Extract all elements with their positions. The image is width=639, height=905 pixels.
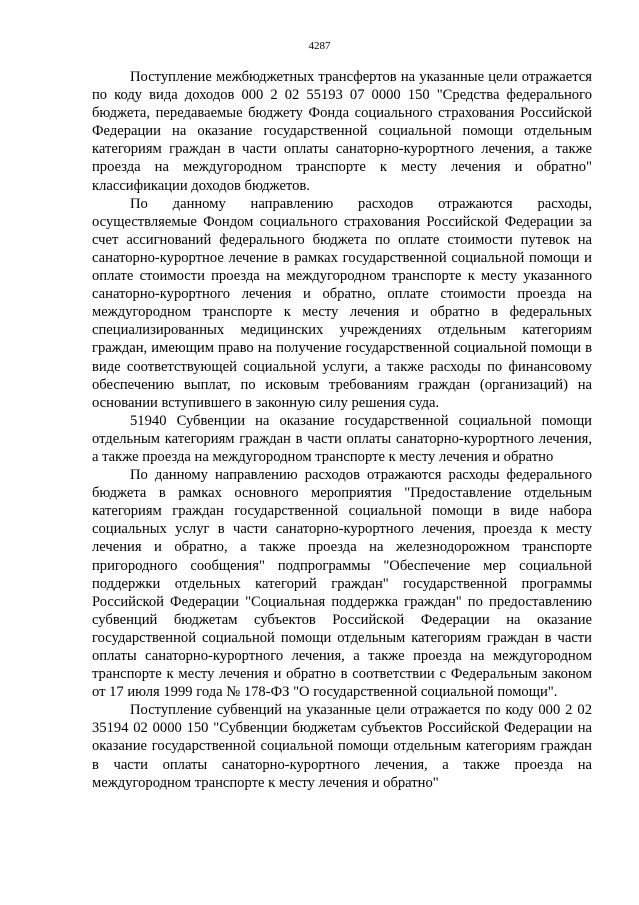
paragraph-transfers-revenue-code: Поступление межбюджетных трансфертов на указанные цели отражается по коду вида доходов 000 2 02 55193 07 0000 150 "Средства федерального бюджета, передаваемые бюджету Фонда социального страхования Российской Федерации на оказание государственной социальной помощи отдельным категориям граждан в части оплаты санаторно-курортного лечения, а также проезда на междугородном транспорте к месту лечения и обратно" классификации доходов бюджетов. [92,69,592,194]
paragraph-federal-budget-expenses: По данному направлению расходов отражаются расходы федерального бюджета в рамках основного мероприятия "Предоставление отдельным категориям граждан государственной социальной помощи в виде набора социальных услуг в части санаторно-курортного лечения, проезда к месту лечения и обратно, а также проезда на железнодорожном транспорте пригородного сообщения" подпрограммы "Обеспечение мер социальной поддержки отдельных категорий граждан" государственной программы Российской Федерации "Социальная поддержка граждан" по предоставлению субвенций бюджетам субъектов Российской Федерации на оказание государственной социальной помощи отдельным категориям граждан в части оплаты санаторно-курортного лечения, а также проезда на междугородном транспорте к месту лечения и обратно в соответствии с Федеральным законом от 17 июля 1999 года № 178-ФЗ "О государственной социальной помощи". [92,467,592,701]
document-body [92,68,592,792]
paragraph-social-insurance-fund-expenses: По данному направлению расходов отражаются расходы, осуществляемые Фондом социального страхования Российской Федерации за счет ассигнований федерального бюджета по оплате стоимости путевок на санаторно-курортное лечение в рамках государственной социальной помощи и оплате стоимости проезда на междугородном транспорте к месту указанного санаторно-курортного лечения и обратно, оплате стоимости проезда на междугородном транспорте к месту лечения и обратно в федеральных специализированных медицинских учреждениях отдельным категориям граждан, имеющим право на получение государственной социальной помощи в виде соответствующей социальной услуги, а также расходы по финансовому обеспечению выплат, по исковым требованиям граждан (организаций) на основании вступившего в законную силу решения суда. [92,195,592,411]
paragraph-51940-heading: 51940 Субвенции на оказание государственной социальной помощи отдельным категориям граждан в части оплаты санаторно-курортного лечения, а также проезда на междугородном транспорте к месту лечения и обратно [92,412,592,465]
page-number: 4287 [308,40,331,52]
paragraph-subventions-revenue-code: Поступление субвенций на указанные цели отражается по коду 000 2 02 35194 02 0000 150 "Субвенции бюджетам субъектов Российской Федерации на оказание государственной социальной помощи отдельным категориям граждан в части оплаты санаторно-курортного лечения, а также проезда на междугородном транспорте к месту лечения и обратно" [92,702,592,791]
